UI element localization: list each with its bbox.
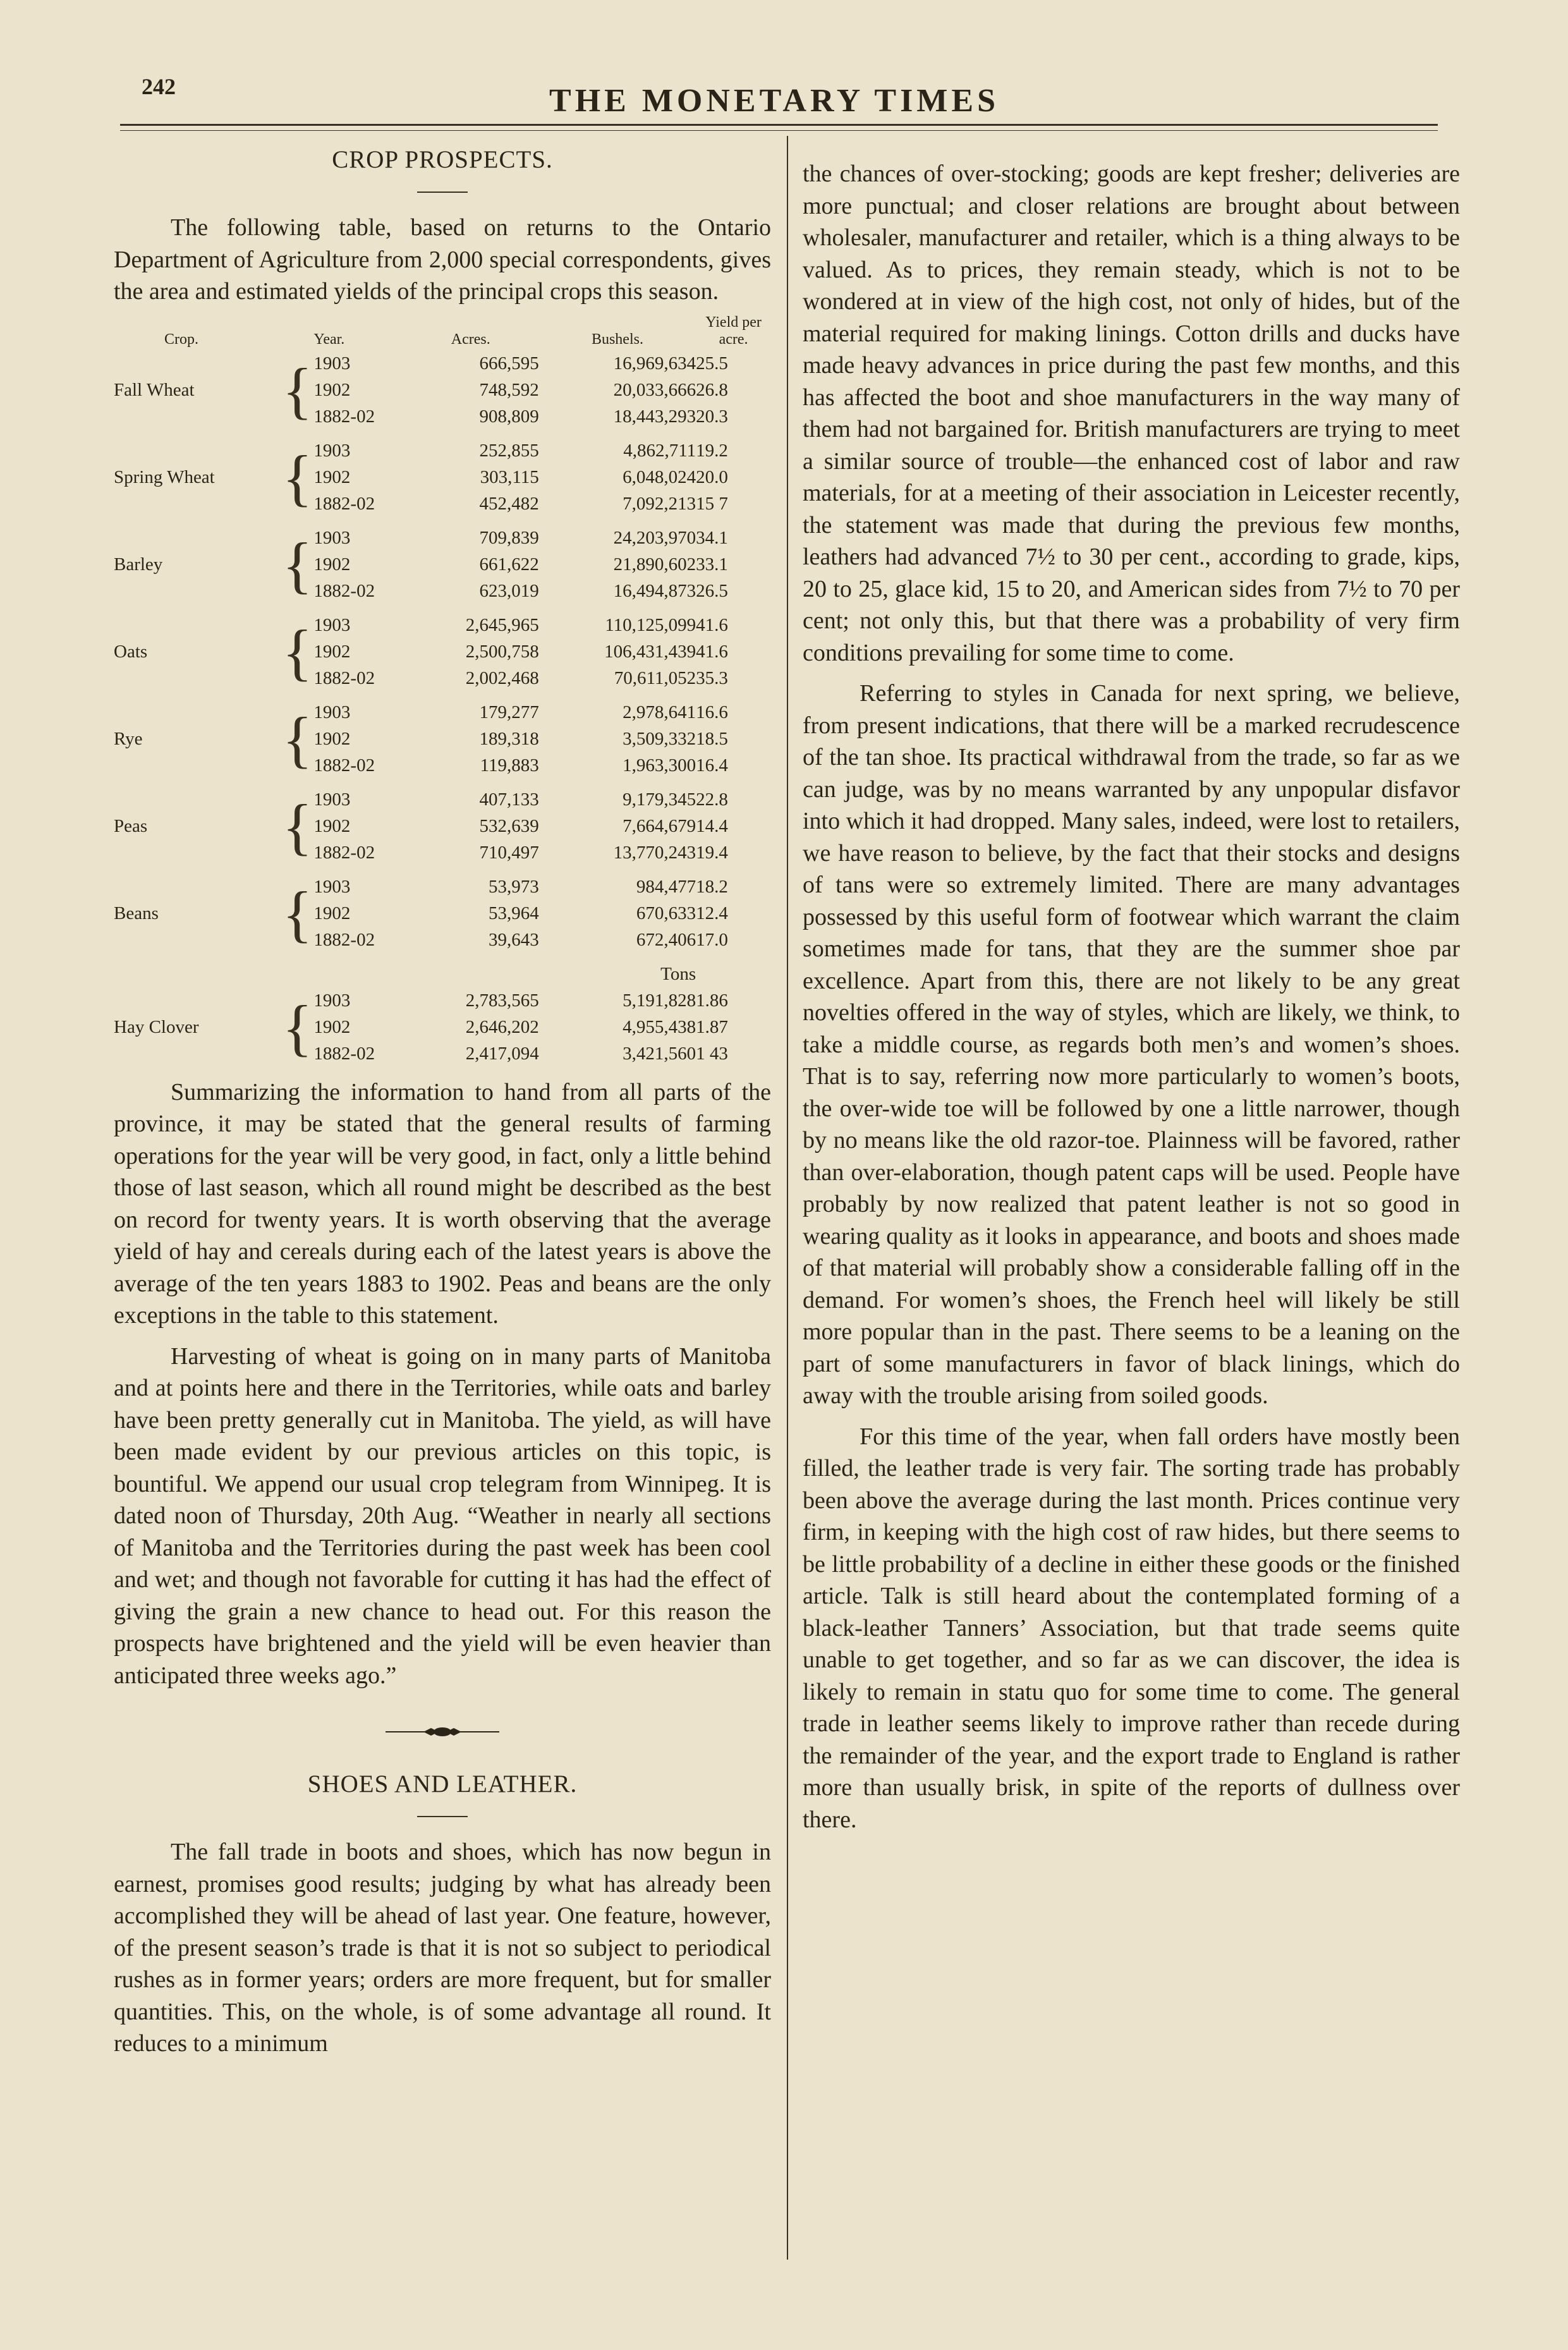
cell-acres: 2,417,094	[465, 1044, 539, 1064]
group-spacer	[114, 518, 771, 525]
crop-name: Fall Wheat	[114, 380, 195, 400]
cell-bushels: 106,431,439	[604, 642, 696, 662]
brace-icon: {	[282, 992, 313, 1062]
column-divider	[787, 136, 788, 2260]
cell-acres: 179,277	[479, 702, 539, 722]
cell-acres: 189,318	[479, 729, 539, 749]
cell-yield: 20.3	[696, 406, 728, 427]
cell-bushels: 4,955,438	[623, 1017, 696, 1037]
cell-year: 1902	[313, 903, 351, 923]
table-row	[114, 700, 771, 726]
shoes-paragraph-3: For this time of the year, when fall orders have mostly been filled, the leather trade is very fair. The sorting trade has probably been above the average during the last month. Prices continue very firm, in keeping with the high cost of raw hides, but there seems to be little probability of a decline in either these goods or the finished article. Talk is still heard about the contemplated forming of a black-leather Tanners’ Association, but that trade seems quite unable to get together, and so far as we can discover, the idea is likely to remain in statu quo for some time to come. The general trade in leather seems likely to improve rather than recede during the remainder of the year, and the export trade to England is rather more than usually brisk, in spite of the reports of dullness over there.	[803, 1423, 1460, 1833]
cell-bushels: 21,890,602	[613, 554, 696, 575]
cell-year: 1902	[313, 554, 351, 575]
brace-icon: {	[282, 878, 313, 949]
cell-yield: 41.6	[696, 615, 728, 635]
cell-bushels: 5,191,828	[623, 990, 696, 1011]
cell-acres: 53,973	[489, 877, 539, 897]
crop-table-body	[114, 351, 771, 1068]
cell-bushels: 110,125,099	[605, 615, 696, 635]
cell-year: 1882-02	[313, 930, 375, 950]
header-acres: Acres.	[451, 331, 490, 348]
crop-prospects-headline: CROP PROSPECTS.	[332, 146, 553, 173]
section-ornament	[114, 1724, 771, 1743]
header-bushels: Bushels.	[591, 331, 643, 348]
cell-yield: 41.6	[696, 642, 728, 662]
masthead: THE MONETARY TIMES	[549, 83, 999, 119]
header-crop: Crop.	[164, 331, 198, 348]
group-spacer	[114, 779, 771, 787]
cell-year: 1902	[313, 642, 351, 662]
cell-bushels: 13,770,243	[613, 843, 696, 863]
table-row	[114, 525, 771, 552]
table-row	[114, 787, 771, 813]
group-spacer	[114, 605, 771, 612]
cell-bushels: 3,509,332	[623, 729, 696, 749]
right-column	[803, 158, 1460, 1836]
cell-yield: 16.4	[696, 755, 728, 776]
cell-yield: 15 7	[696, 494, 728, 514]
cell-bushels: 1,963,300	[623, 755, 696, 776]
cell-acres: 2,500,758	[465, 642, 539, 662]
cell-yield: 1.86	[696, 990, 728, 1011]
cell-year: 1902	[313, 380, 351, 400]
cell-acres: 2,002,468	[465, 668, 539, 688]
crop-summary-paragraph: Summarizing the information to hand from all parts of the province, it may be stated that the general results of farming operations for the year will be very good, in fact, only a little behind those of last season, which all round might be described as the best on record for twenty years. It is worth observing that the average yield of hay and cereals during each of the latest years is above the average of the ten years 1883 to 1902. Peas and beans are the only exceptions in the table to this statement.	[114, 1078, 771, 1329]
cell-acres: 39,643	[489, 930, 539, 950]
shoes-paragraph-2: Referring to styles in Canada for next spring, we believe, from present indications, that there will be a marked recrudescence of the tan shoe. Its practical withdrawal from the trade, so far as we can judge, was by no means warranted by any unpopular disfavor into which it had dropped. Many sales, indeed, were lost to retailers, we have reason to believe, by the fact that their stocks and designs of tans were so extremely limited. There are many advantages possessed by this useful form of footwear which warrant the claim sometimes made for tans, that they are the summer shoe par excellence. Apart from this, there are not likely to be any great novelties offered in the way of styles, which are likely, we think, to take a middle course, as regards both men’s and women’s shoes. That is to say, referring now more particularly to women’s boots, the over-wide toe will be followed by one a little narrower, though by no means like the old razor-toe. Plainness will be favored, rather than over-elaboration, though patent caps will be used. People have probably by now realized that patent leather is not so good in wearing quality as it looks in appearance, and boots and shoes made of that material will probably show a considerable falling off in the demand. For women’s shoes, the French heel will likely be still more popular than in the past. There seems to be a leaning on the part of some manufacturers in favor of black linings, which do away with the trouble arising from soiled goods.	[803, 680, 1460, 1409]
unit-row	[114, 961, 771, 988]
cell-bushels: 18,443,293	[613, 406, 696, 427]
cell-yield: 22.8	[696, 789, 728, 810]
cell-acres: 119,883	[480, 755, 539, 776]
cell-bushels: 7,664,679	[623, 816, 696, 836]
cell-bushels: 3,421,560	[623, 1044, 696, 1064]
cell-yield: 16.6	[696, 702, 728, 722]
cell-bushels: 9,179,345	[623, 789, 696, 810]
cell-year: 1882-02	[313, 581, 375, 601]
cell-acres: 661,622	[479, 554, 539, 575]
cell-acres: 2,646,202	[465, 1017, 539, 1037]
table-row	[114, 438, 771, 465]
cell-acres: 407,133	[479, 789, 539, 810]
cell-acres: 709,839	[479, 528, 539, 548]
group-spacer	[114, 692, 771, 700]
page-number: 242	[142, 74, 176, 99]
cell-acres: 666,595	[479, 353, 539, 374]
headline-rule	[417, 192, 468, 193]
cell-year: 1903	[313, 990, 351, 1011]
cell-year: 1903	[313, 528, 351, 548]
cell-bushels: 16,969,634	[613, 353, 696, 374]
brace-icon: {	[282, 355, 313, 425]
shoes-leather-headline: SHOES AND LEATHER.	[307, 1770, 578, 1798]
cell-bushels: 4,862,711	[623, 441, 696, 461]
brace-icon: {	[282, 703, 313, 774]
cell-yield: 19.2	[696, 441, 728, 461]
shoes-paragraph-1-continued: the chances of over-stocking; goods are kept fresher; deliveries are more punctual; and closer relations are brought about between wholesaler, manufacturer and retailer, which is a thing always to be valued. As to prices, they remain steady, which is not to be wondered at in view of the high cost, not only of hides, but of the material required for making linings. Cotton drills and ducks have made heavy advances in price during the past few months, and this has affected the boot and shoe manufacturers in the way many of them had not bargained for. British manufacturers are trying to meet a similar source of trouble—the enhanced cost of labor and raw materials, for at a meeting of their association in Leicester recently, the statement was made that during the previous few months, leathers had advanced 7½ to 30 per cent., according to grade, kips, 20 to 25, glace kid, 15 to 20, and American sides from 7½ to 70 per cent; not only this, but that there was a probability of very firm conditions prevailing for some time to come.	[803, 161, 1460, 666]
cell-yield: 1.87	[696, 1017, 728, 1037]
cell-yield: 17.0	[696, 930, 728, 950]
table-header-row	[114, 314, 771, 351]
harvest-paragraph: Harvesting of wheat is going on in many parts of Manitoba and at points here and there in the Territories, while oats and barley have been pretty generally cut in Manitoba. The yield, as will have been made evident by our previous articles on this topic, is bountiful. We append our usual crop telegram from Winnipeg. It is dated noon of Thursday, 20th Aug. “Weather in nearly all sections of Manitoba and the Territories during the past week has been cool and wet; and though not favorable for cutting it has had the effect of giving the grain a new chance to head out. For this reason the prospects have brightened and the yield will be even heavier than anticipated three weeks ago.”	[114, 1342, 771, 1689]
brace-icon: {	[282, 791, 313, 861]
cell-bushels: 670,633	[636, 903, 696, 923]
cell-acres: 908,809	[479, 406, 539, 427]
cell-acres: 2,645,965	[465, 615, 539, 635]
table-row	[114, 988, 771, 1014]
crop-intro-paragraph: The following table, based on returns to the Ontario Department of Agriculture from 2,000 special correspondents, gives the area and estimated yields of the principal crops this season.	[114, 214, 771, 305]
cell-year: 1903	[313, 353, 351, 374]
brace-icon: {	[282, 529, 313, 600]
cell-acres: 623,019	[479, 581, 539, 601]
cell-year: 1903	[313, 615, 351, 635]
brace-icon: {	[282, 442, 313, 513]
cell-bushels: 20,033,666	[613, 380, 696, 400]
crop-name: Rye	[114, 729, 143, 749]
crop-yield-table	[114, 314, 771, 1068]
cell-year: 1882-02	[313, 755, 375, 776]
cell-acres: 532,639	[479, 816, 539, 836]
cell-year: 1882-02	[313, 843, 375, 863]
cell-yield: 34.1	[696, 528, 728, 548]
crop-name: Beans	[114, 903, 159, 923]
cell-yield: 12.4	[696, 903, 728, 923]
group-spacer	[114, 867, 771, 874]
cell-yield: 19.4	[696, 843, 728, 863]
cell-acres: 748,592	[479, 380, 539, 400]
cell-acres: 710,497	[479, 843, 539, 863]
cell-acres: 53,964	[489, 903, 539, 923]
cell-yield: 26.8	[696, 380, 728, 400]
cell-acres: 2,783,565	[465, 990, 539, 1011]
header-year: Year.	[313, 331, 345, 348]
cell-yield: 18.2	[696, 877, 728, 897]
cell-yield: 33.1	[696, 554, 728, 575]
crop-name: Spring Wheat	[114, 467, 215, 487]
shoes-paragraph-1: The fall trade in boots and shoes, which has now begun in earnest, promises good results; judging by what has already been accomplished they will be ahead of last year. One feature, however, of the present season’s trade is that it is not so subject to periodical rushes as in former years; orders are more frequent, but for smaller quantities. This, on the whole, is of some advantage all round. It reduces to a minimum	[114, 1839, 771, 2057]
cell-year: 1902	[313, 467, 351, 487]
cell-year: 1903	[313, 441, 351, 461]
cell-acres: 452,482	[479, 494, 539, 514]
brace-icon: {	[282, 616, 313, 687]
table-row	[114, 874, 771, 901]
group-spacer	[114, 430, 771, 438]
cell-bushels: 7,092,213	[623, 494, 696, 514]
cell-acres: 303,115	[480, 467, 539, 487]
crop-name: Hay Clover	[114, 1017, 199, 1037]
cell-yield: 35.3	[696, 668, 728, 688]
masthead-rule	[120, 124, 1438, 126]
group-spacer	[114, 954, 771, 961]
cell-bushels: 2,978,641	[623, 702, 696, 722]
cell-yield: 18.5	[696, 729, 728, 749]
cell-yield: 26.5	[696, 581, 728, 601]
cell-year: 1903	[313, 877, 351, 897]
cell-bushels: 984,477	[636, 877, 696, 897]
cell-yield: 1 43	[696, 1044, 728, 1064]
ornament-icon	[379, 1724, 506, 1739]
cell-year: 1882-02	[313, 1044, 375, 1064]
cell-bushels: 6,048,024	[623, 467, 696, 487]
cell-year: 1882-02	[313, 494, 375, 514]
table-row	[114, 351, 771, 377]
cell-year: 1902	[313, 1017, 351, 1037]
header-yield: Yield per acre.	[705, 314, 762, 348]
cell-bushels: 16,494,873	[613, 581, 696, 601]
headline-rule	[417, 1816, 468, 1817]
cell-year: 1882-02	[313, 406, 375, 427]
crop-name: Oats	[114, 642, 148, 662]
crop-name: Barley	[114, 554, 163, 575]
cell-acres: 252,855	[479, 441, 539, 461]
left-column	[114, 145, 771, 2060]
unit-label: Tons	[660, 964, 696, 984]
cell-yield: 14.4	[696, 816, 728, 836]
table-row	[114, 612, 771, 639]
cell-bushels: 70,611,052	[614, 668, 696, 688]
masthead-rule-thin	[120, 130, 1438, 131]
cell-year: 1902	[313, 729, 351, 749]
cell-bushels: 24,203,970	[613, 528, 696, 548]
crop-name: Peas	[114, 816, 148, 836]
cell-year: 1903	[313, 702, 351, 722]
cell-yield: 20.0	[696, 467, 728, 487]
cell-year: 1903	[313, 789, 351, 810]
cell-bushels: 672,406	[636, 930, 696, 950]
cell-yield: 25.5	[696, 353, 728, 374]
cell-year: 1902	[313, 816, 351, 836]
cell-year: 1882-02	[313, 668, 375, 688]
